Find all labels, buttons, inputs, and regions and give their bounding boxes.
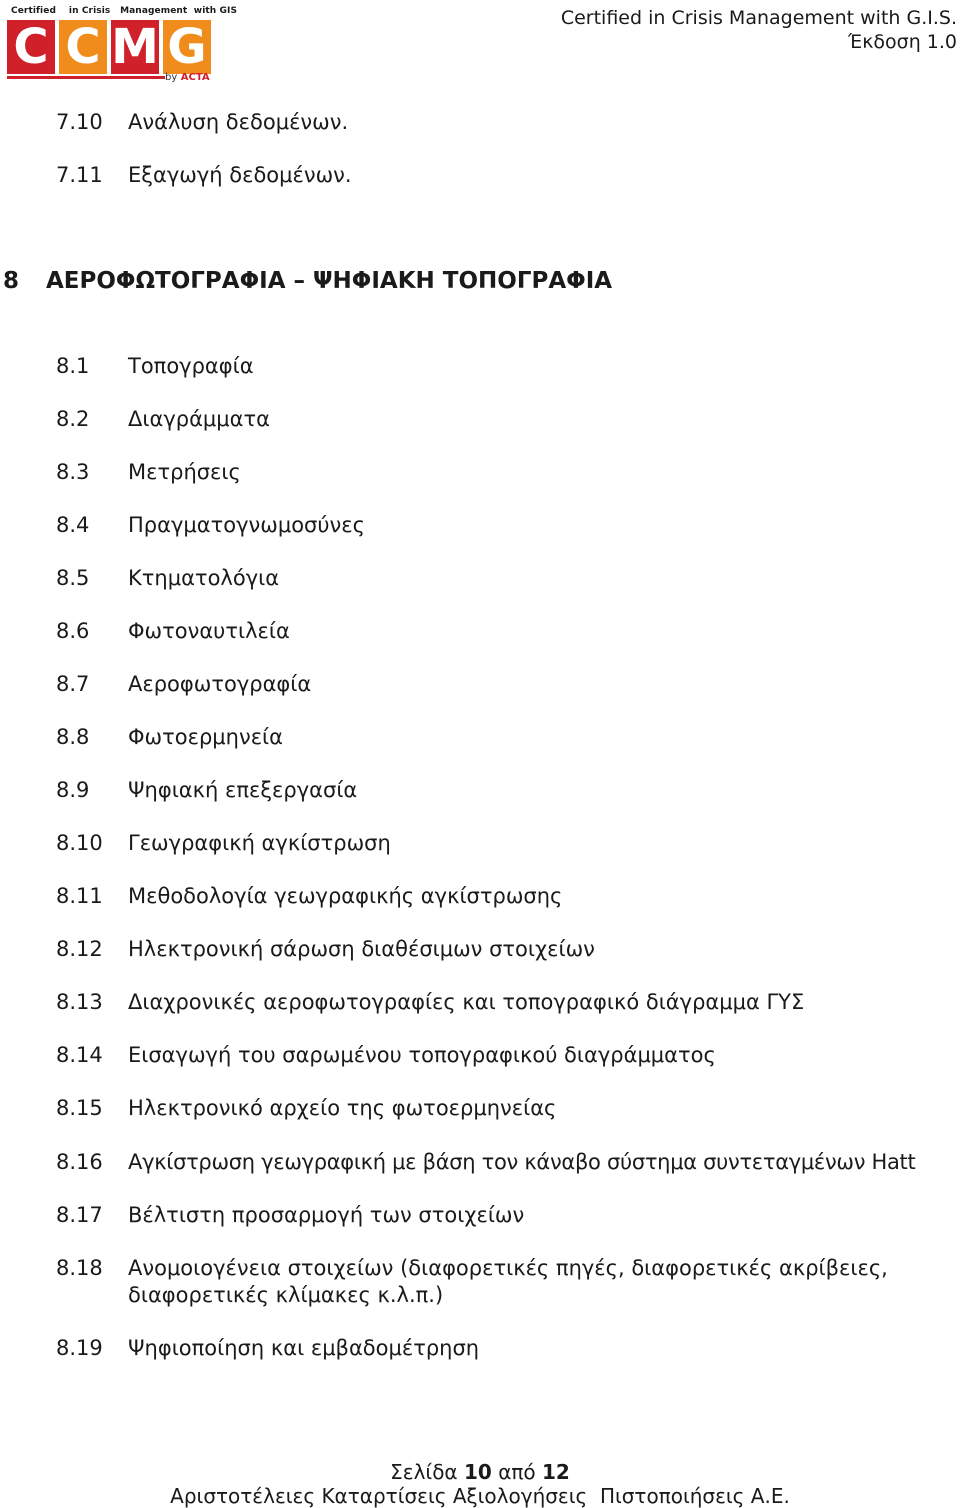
item-text: Φωτοερμηνεία [128,725,283,749]
item-text: Κτηματολόγια [128,566,280,590]
header-title: Certified in Crisis Management with G.I.S. [560,7,957,29]
logo-word: Management [120,6,188,16]
item-number: 8.15 [56,1096,103,1120]
ccmg-logo [5,6,238,88]
logo-tagline [11,6,237,16]
logo-letter-g: G [163,20,211,74]
item-number: 8.14 [56,1043,103,1067]
item-text: Ηλεκτρονικό αρχείο της φωτοερμηνείας [128,1096,557,1120]
item-text: Ανομοιογένεια στοιχείων (διαφορετικές πηγές, διαφορετικές ακρίβειες, [128,1256,888,1280]
logo-letter-m: M [111,19,159,75]
logo-word: Certified [11,6,56,16]
item-text: Αγκίστρωση γεωγραφική με βάση τον κάναβο σύστημα συντεταγμένων Hatt [128,1150,916,1174]
section-number: 8 [3,268,20,294]
item-text: Διαχρονικές αεροφωτογραφίες και τοπογραφικό διάγραμμα ΓΥΣ [128,990,805,1014]
item-number: 8.3 [56,460,90,484]
logo-by-text: by [165,72,178,83]
page-of: από [498,1460,536,1484]
company-name: Αριστοτέλειες Καταρτίσεις Αξιολογήσεις Πιστοποιήσεις Α.Ε. [170,1484,790,1508]
item-text: Εισαγωγή του σαρωμένου τοπογραφικού διαγράμματος [128,1043,716,1067]
item-number: 8.17 [56,1203,103,1227]
item-number: 8.19 [56,1336,103,1360]
logo-by-acta [165,72,210,83]
item-number: 7.11 [56,163,103,187]
item-text: Ψηφιοποίηση και εμβαδομέτρηση [128,1336,480,1360]
logo-underline [7,76,165,79]
logo-letter-c1: C [7,20,55,74]
item-number: 8.18 [56,1256,103,1280]
item-text: Ανάλυση δεδομένων. [128,110,349,134]
page-number [0,1460,960,1484]
item-number: 8.4 [56,513,90,537]
item-text: Φωτοναυτιλεία [128,619,290,643]
item-number: 8.8 [56,725,90,749]
item-text: Εξαγωγή δεδομένων. [128,163,352,187]
item-text: Αεροφωτογραφία [128,672,312,696]
item-number: 7.10 [56,110,103,134]
total-pages: 12 [542,1460,570,1484]
logo-brand: ACTA [180,72,210,83]
item-text: Ηλεκτρονική σάρωση διαθέσιμων στοιχείων [128,937,595,961]
item-number: 8.5 [56,566,90,590]
section-title: ΑΕΡΟΦΩΤΟΓΡΑΦΙΑ – ΨΗΦΙΑΚΗ ΤΟΠΟΓΡΑΦΙΑ [46,268,613,294]
page-prefix: Σελίδα [390,1460,458,1484]
item-text: Βέλτιστη προσαρμογή των στοιχείων [128,1203,525,1227]
header-version: Έκδοση 1.0 [848,31,957,53]
item-number: 8.9 [56,778,90,802]
item-text: Μεθοδολογία γεωγραφικής αγκίστρωσης [128,884,563,908]
item-number: 8.2 [56,407,90,431]
item-text: Γεωγραφική αγκίστρωση [128,831,391,855]
item-number: 8.11 [56,884,103,908]
item-number: 8.6 [56,619,90,643]
current-page: 10 [463,1460,492,1484]
item-number: 8.16 [56,1150,103,1174]
item-number: 8.10 [56,831,103,855]
item-text: Τοπογραφία [128,354,254,378]
item-number: 8.1 [56,354,90,378]
item-text: Μετρήσεις [128,460,241,484]
logo-letter-c2: C [59,20,107,74]
item-number: 8.13 [56,990,103,1014]
item-text: Ψηφιακή επεξεργασία [128,778,358,802]
page-header [561,6,957,54]
logo-word: in Crisis [68,6,111,16]
item-number: 8.7 [56,672,90,696]
item-text: Πραγματογνωμοσύνες [128,513,365,537]
item-text: Διαγράμματα [128,407,270,431]
logo-word: with GIS [193,6,238,16]
item-text: διαφορετικές κλίμακες κ.λ.π.) [128,1283,444,1307]
item-number: 8.12 [56,937,103,961]
